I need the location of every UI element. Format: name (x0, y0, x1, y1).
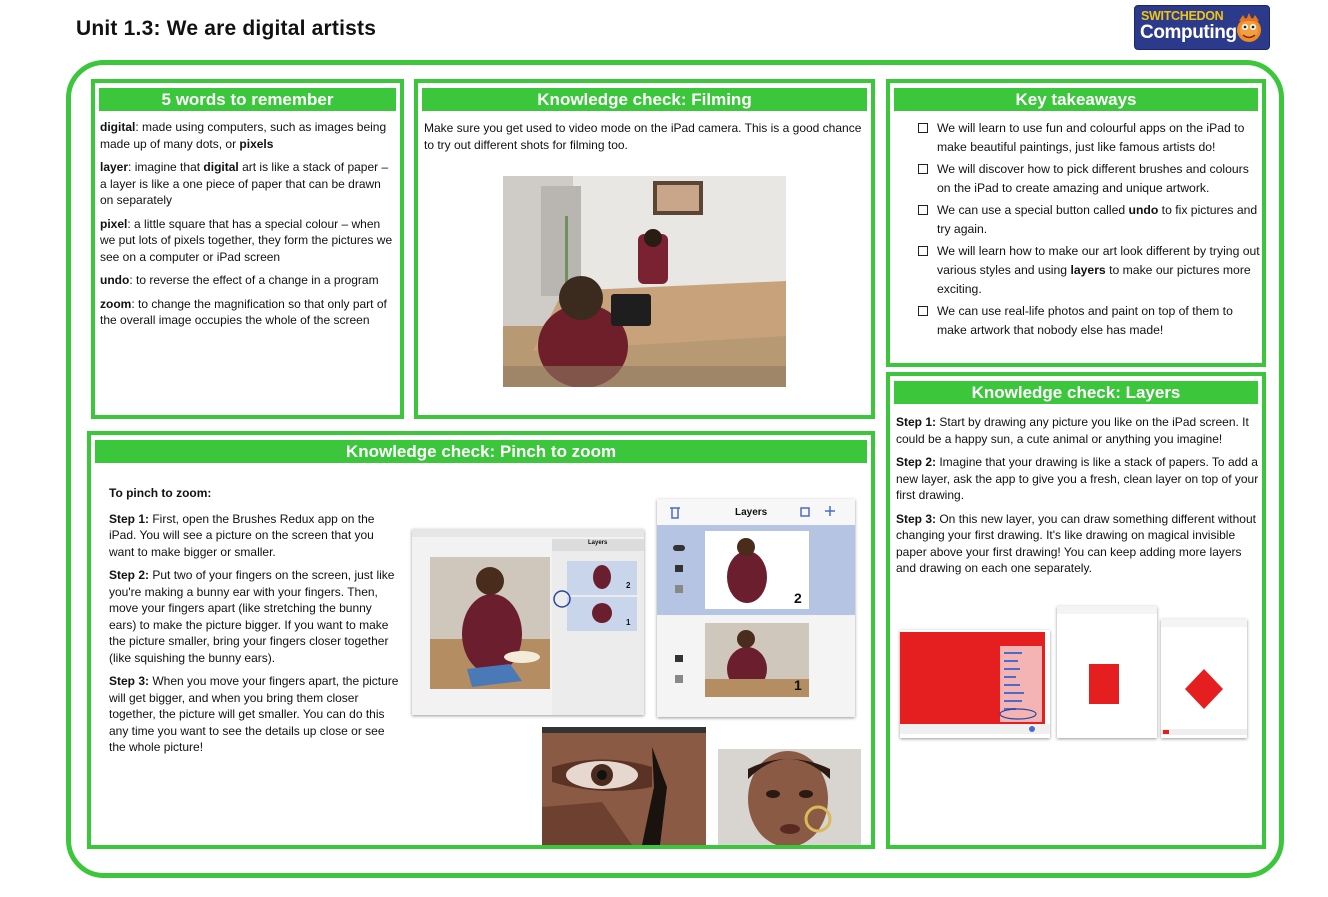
takeaway-item: We will learn to use fun and colourful apps on the iPad to make beautiful paintings, just like famous artists do! (917, 119, 1262, 157)
word-item-zoom: zoom: to change the magnification so that only part of the overall image occupies the whole of the screen (100, 296, 387, 327)
logo-line2: Computing (1140, 22, 1237, 43)
takeaways-heading: Key takeaways (894, 88, 1258, 111)
checkbox-icon (918, 306, 928, 316)
page-title: Unit 1.3: We are digital artists (76, 17, 377, 40)
small-layers-title: Layers (588, 540, 608, 546)
red-rectangle-screenshot (1057, 606, 1157, 738)
switched-on-computing-logo (1134, 5, 1270, 50)
word-item-pixel: pixel: a little square that has a special colour – when we put lots of pixels together, they form the pictures we see on a computer or iPad screen (100, 216, 393, 264)
words-heading: 5 words to remember (99, 88, 396, 111)
filming-text: Make sure you get used to video mode on the iPad camera. This is a good chance to try out different shots for filming too. (424, 121, 862, 152)
pinch-step-2: Step 2: Put two of your fingers on the screen, just like you're making a bunny ear with your fingers. Then, move your fingers apart (like stretching the bunny ears) to make the picture bigger. If you want to make the picture smaller, bring your fingers closer together (like squishing the bunny ears). (109, 568, 395, 665)
red-canvas-menu-screenshot (900, 630, 1050, 738)
zoomed-eye-image (542, 727, 706, 845)
pinch-step-1: Step 1: First, open the Brushes Redux app on the iPad. You will see a picture on the screen that you want to make bigger or smaller. (109, 511, 375, 559)
takeaway-item: We will discover how to pick different brushes and colours on the iPad to create amazing and unique artwork. (917, 160, 1262, 198)
layers-step-1: Step 1: Start by drawing any picture you like on the iPad screen. It could be a happy sun, a cute animal or anything you imagine! (896, 415, 1249, 446)
logo-line1: SWITCHEDON (1141, 9, 1224, 23)
takeaway-item: We can use real-life photos and paint on top of them to make artwork that nobody else has made! (917, 302, 1262, 340)
filming-panel (414, 79, 875, 419)
pinch-panel (87, 431, 875, 849)
takeaways-panel (886, 79, 1266, 367)
small-layer-num-2: 2 (626, 581, 631, 590)
ipad-app-screenshot (412, 529, 644, 715)
red-diamond-screenshot (1161, 619, 1247, 738)
checkbox-icon (918, 164, 928, 174)
layers-step-3: Step 3: On this new layer, you can draw something different without changing your first drawing. It's like drawing on magical invisible paper above your first drawing! You can keep adding more layers and drawing on each one separately. (896, 511, 1256, 575)
filming-photo (503, 176, 786, 387)
takeaway-item: We will learn how to make our art look different by trying out various styles and using layers to make our pictures more exciting. (917, 242, 1262, 299)
zoomed-face-image (718, 749, 861, 845)
pinch-heading: Knowledge check: Pinch to zoom (95, 440, 867, 463)
word-item-layer: layer: imagine that digital art is like a stack of paper – a layer is like a one piece of paper that can be drawn on separately (100, 160, 389, 207)
checkbox-icon (918, 205, 928, 215)
layers-heading: Knowledge check: Layers (894, 381, 1258, 404)
layers-step-2: Step 2: Imagine that your drawing is like a stack of papers. To add a new layer, ask the app to give you a fresh, clean layer on top of your first drawing. (896, 455, 1259, 502)
takeaway-item: We can use a special button called undo to fix pictures and try again. (917, 201, 1262, 239)
pinch-step-3: Step 3: When you move your fingers apart, the picture will get bigger, and when you bring them closer together, the picture will get smaller. You can do this any time you want to see the details up close or see the whole picture! (109, 674, 399, 754)
filming-heading: Knowledge check: Filming (422, 88, 867, 111)
words-panel (91, 79, 404, 419)
checkbox-icon (918, 246, 928, 256)
checkbox-icon (918, 123, 928, 133)
layer-num-1: 1 (794, 677, 802, 693)
mascot-icon (1234, 11, 1264, 45)
pinch-intro: To pinch to zoom: (109, 486, 212, 500)
layers-panel-screenshot (657, 499, 855, 717)
word-item-digital: digital: made using computers, such as images being made up of many dots, or pixels (100, 120, 387, 151)
layer-num-2: 2 (794, 590, 802, 606)
word-item-undo: undo: to reverse the effect of a change in a program (100, 273, 379, 287)
layers-panel (886, 372, 1266, 849)
small-layer-num-1: 1 (626, 618, 631, 627)
layers-panel-title: Layers (735, 507, 768, 518)
